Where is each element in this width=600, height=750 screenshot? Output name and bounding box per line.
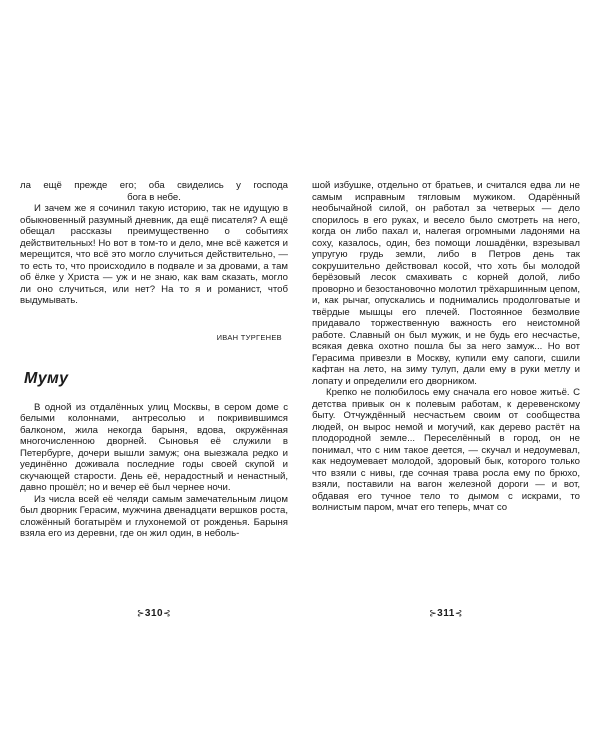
- paragraph-continuation-line1: ла ещё прежде его; оба свиделись у господа: [20, 180, 288, 191]
- story-title: Муму: [24, 369, 69, 387]
- paragraph-author-afterword: И зачем же я сочинил такую историю, так не идущую в обыкновенный разумный дневник, да ещё писателя? А ещё обещал рассказы преимущественно о событиях действительных! Но вот в том-то и дело, мне всё кажется и мерещится, что всё это могло случиться действительно, — то есть то, что происходило в подвале и за дровами, а там об ёлке у Христа — уж и не знаю, как вам сказать, могло ли оно случиться, или нет? На то я и романист, чтоб выдумывать.: [20, 203, 288, 306]
- page-number-left-value: 310: [144, 608, 164, 619]
- paragraph-opening: В одной из отдалённых улиц Москвы, в сером доме с белыми колоннами, антресолью и покривившимся балконом, жила некогда барыня, вдова, окружённая многочисленною дворней. Сыновья её служили в Петербурге, дочери вышли замуж; она выезжала редко и уединённо доживала последние годы своей скупой и скучающей старости. День её, нерадостный и ненастный, давно прошёл; но и вечер её был чернее ночи.: [20, 401, 288, 493]
- page-number-right: [312, 608, 580, 619]
- paragraph-continuation: шой избушке, отдельно от братьев, и считался едва ли не самым исправным тягловым мужиком. Одарённый необычайной силой, он работал за четверых — дело спорилось в его руках, и весело было смотреть на него, когда он либо пахал и, налегая огромными ладонями на соху, казалось, один, без помощи лошадёнки, взрезывал упругую грудь земли, либо в Петров день так сокрушительно действовал косой, что хоть бы молодой берёзовый лесок смахивать с корней долой, либо проворно и безостановочно молотил трёхаршинным цепом, и, как рычаг, опускались и поднимались продолговатые и твёрдые мышцы его плечей. Постоянное безмолвие придавало торжественную важность его неистомной работе. Славный он был мужик, и не будь его несчастье, всякая девка охотно пошла бы за него замуж... Но вот Герасима привезли в Москву, купили ему сапоги, сшили кафтан на лето, на зиму тулуп, дали ему в руки метлу и лопату и определили его дворником.: [312, 180, 580, 387]
- author-signature: ИВАН ТУРГЕНЕВ: [216, 332, 282, 342]
- paragraph-gerasim: Из числа всей её челяди самым замечательным лицом был дворник Герасим, мужчина двенадцати вершков роста, сложённый богатырём и глухонемой от рожденья. Барыня взяла его из деревни, где он жил один, в неболь-: [20, 493, 288, 539]
- paragraph-city-life: Крепко не полюбилось ему сначала его новое житьё. С детства привык он к полевым работам, к деревенскому быту. Отчуждённый несчастьем своим от сообщества людей, он вырос немой и могучий, как дерево растёт на плодородной земле... Переселённый в город, он не понимал, что с ним такое деется, — скучал и недоумевал, как недоумевает молодой, здоровый бык, которого только что взяли с нивы, где сочная трава росла ему по брюхо, взяли, поставили на вагон железной дороги — и вот, обдавая его тучное тело то дымом с искрами, то волнистым паром, мчат его теперь, мчат со: [312, 387, 580, 513]
- page-number-left: [20, 608, 288, 619]
- page-number-right-value: 311: [437, 608, 455, 619]
- ornament-left-icon: ⊱: [429, 608, 438, 618]
- ornament-right-icon: ⊰: [163, 608, 172, 618]
- ornament-right-icon: ⊰: [454, 608, 463, 618]
- left-page: [20, 180, 288, 540]
- paragraph-continuation-line2: бога в небе.: [127, 191, 181, 203]
- ornament-left-icon: ⊱: [136, 608, 145, 618]
- right-page: [312, 180, 580, 514]
